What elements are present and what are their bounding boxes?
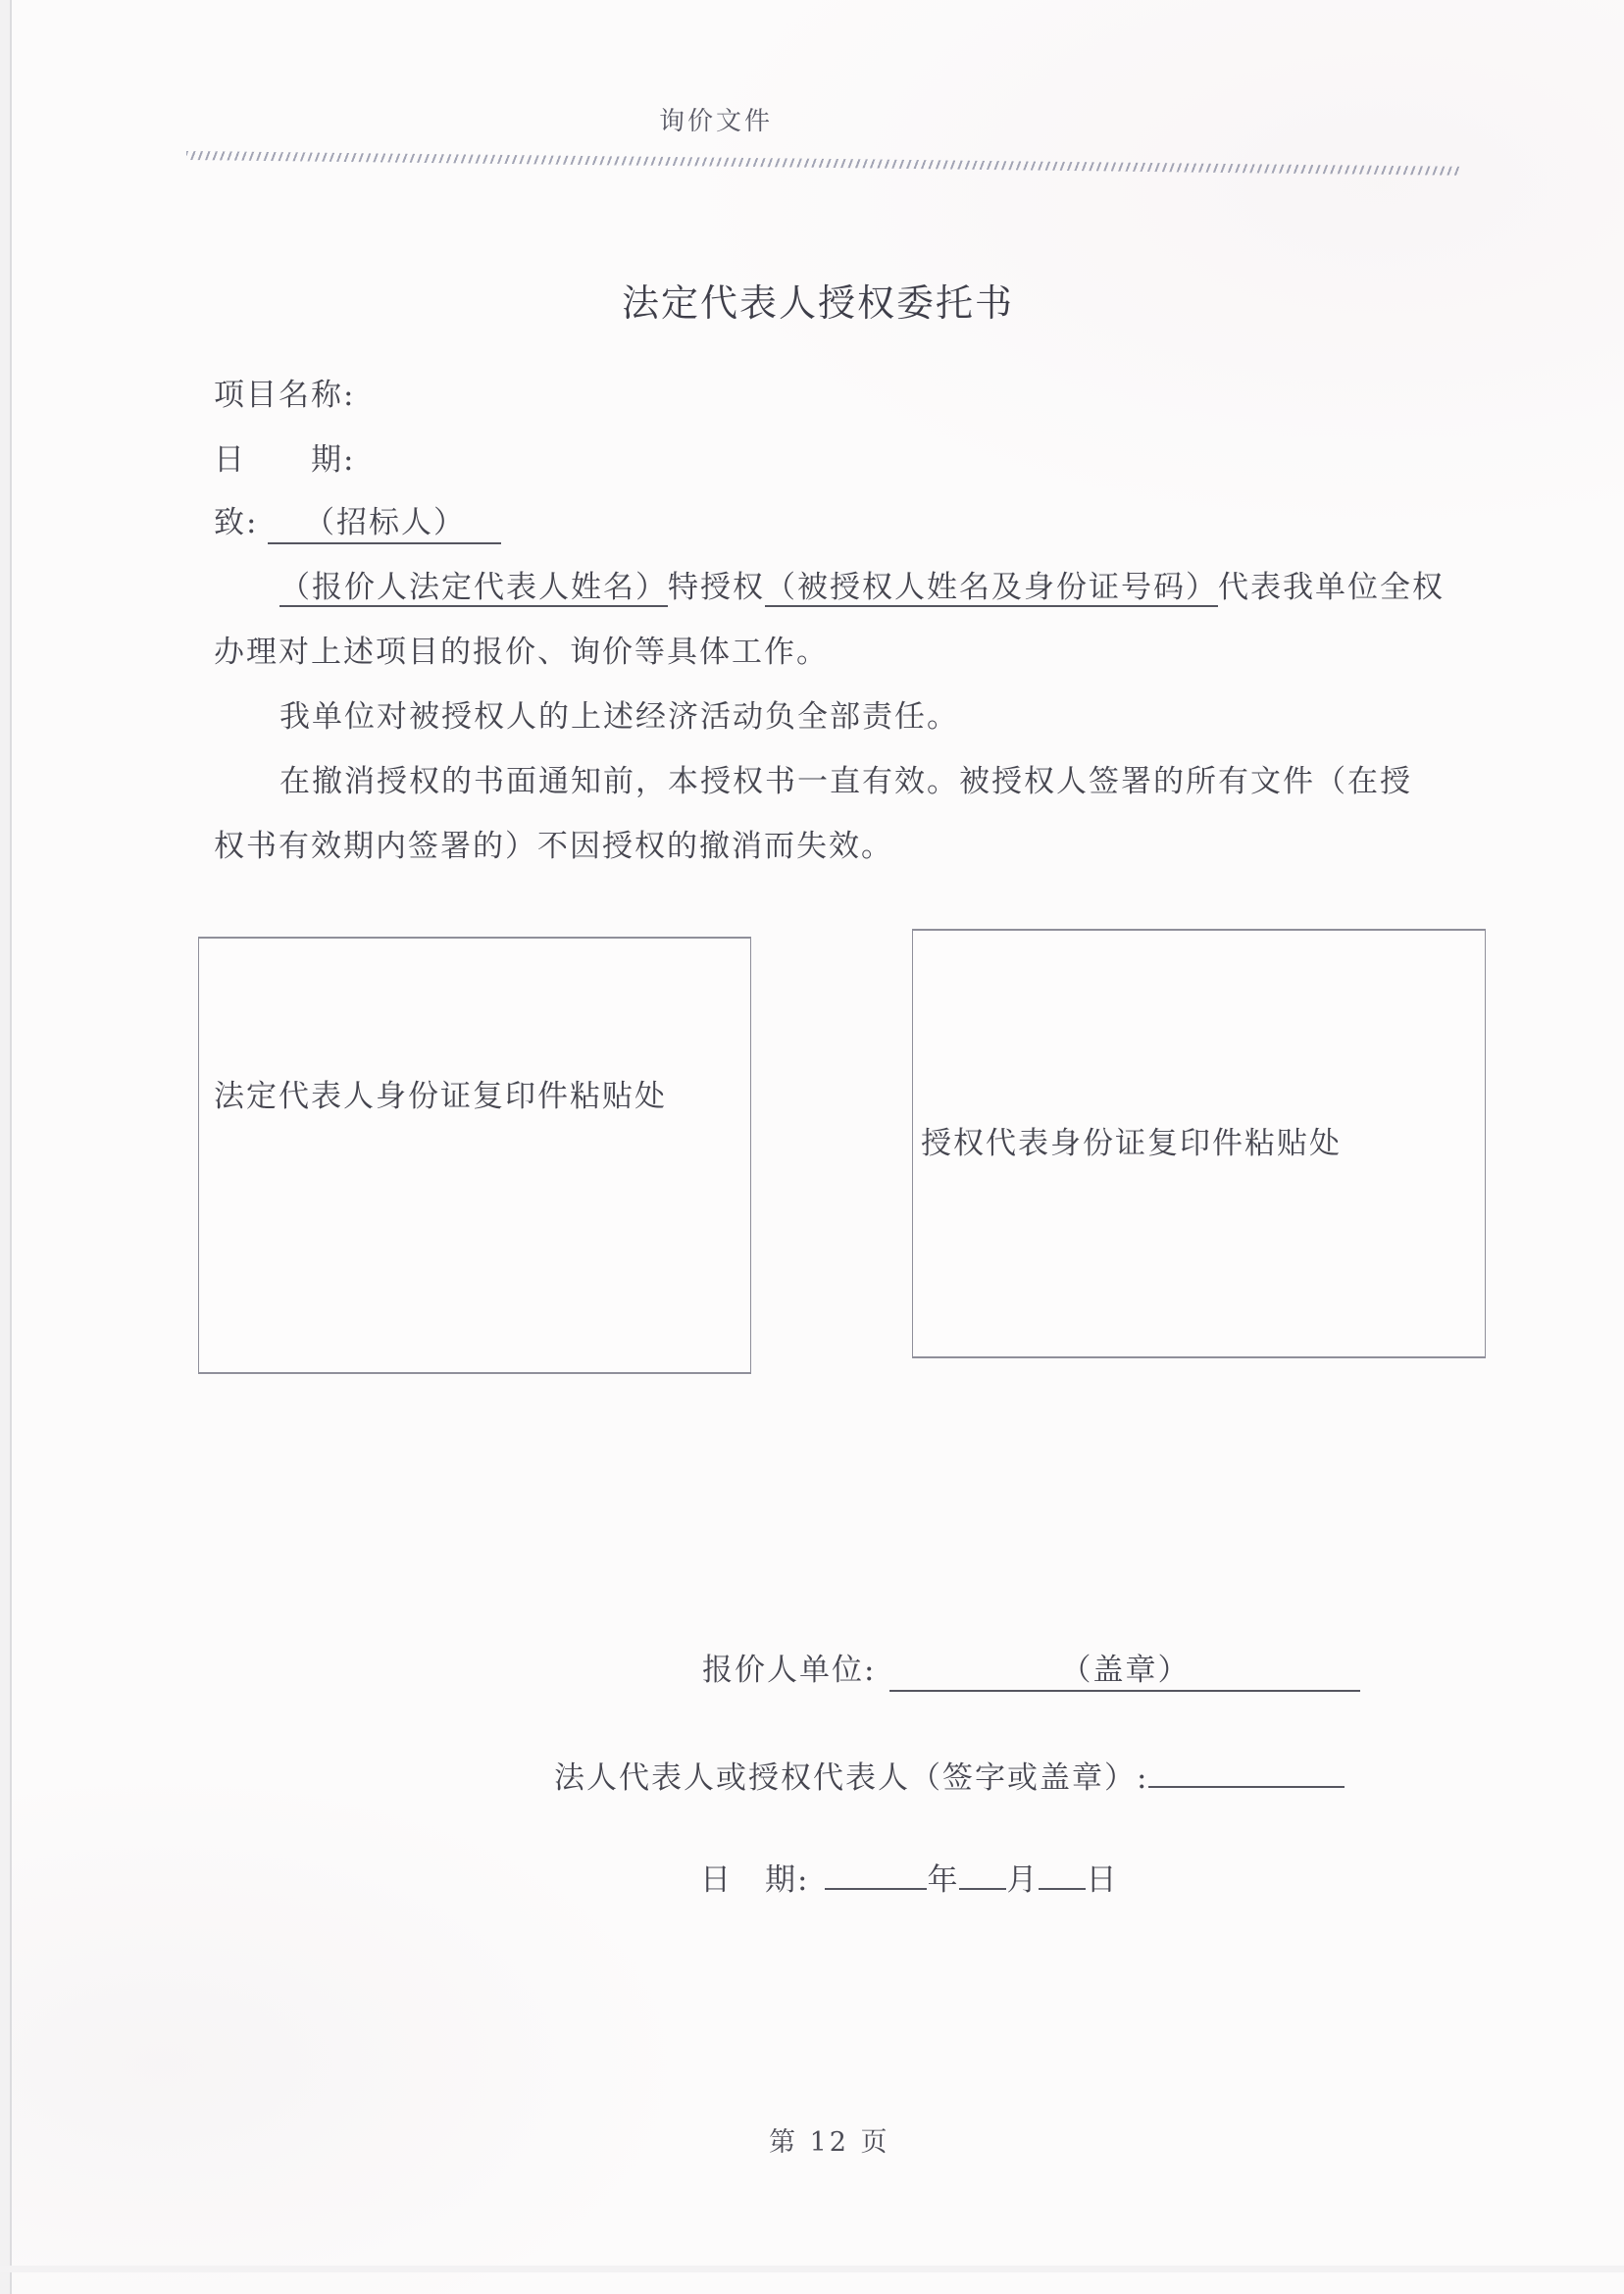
- page-title: 法定代表人授权委托书: [622, 281, 1015, 325]
- authorized-rep-id-paste-box: [912, 929, 1486, 1358]
- tenderer-blank: （招标人）: [268, 504, 501, 544]
- to-label: 致:: [214, 505, 259, 540]
- authorization-paragraph-line2: 办理对上述项目的报价、询价等具体工作。: [214, 635, 829, 670]
- legal-rep-id-paste-label: 法定代表人身份证复印件粘贴处: [214, 1079, 667, 1114]
- scan-bottom-artifact: [0, 2266, 1624, 2272]
- month-blank: [959, 1888, 1006, 1890]
- day-label: 日: [1086, 1862, 1119, 1898]
- year-label: 年: [927, 1862, 960, 1898]
- representative-sign-blank: [1148, 1786, 1345, 1788]
- project-name-label: 项目名称:: [214, 378, 356, 413]
- year-blank: [825, 1888, 927, 1890]
- legal-rep-name-blank: （报价人法定代表人姓名）: [279, 570, 668, 605]
- month-label: 月: [1006, 1862, 1040, 1898]
- scan-edge-strip: [0, 0, 10, 2294]
- company-seal-blank: （盖章）: [889, 1652, 1360, 1692]
- authorized-rep-id-paste-label: 授权代表身份证复印件粘贴处: [921, 1126, 1342, 1161]
- validity-paragraph-line1: 在撤消授权的书面通知前，本授权书一直有效。被授权人签署的所有文件（在授: [279, 764, 1412, 799]
- representative-label: 法人代表人或授权代表人（签字或盖章）:: [554, 1760, 1149, 1796]
- decorative-hatch-rule: [186, 151, 1461, 176]
- to-line: [214, 504, 501, 544]
- agent-name-id-blank: （被授权人姓名及身份证号码）: [765, 570, 1218, 605]
- scan-edge-line: [10, 0, 12, 2294]
- authorization-paragraph-line1: [279, 569, 1445, 607]
- legal-rep-id-paste-box: [198, 937, 751, 1374]
- quoter-signature-line: [702, 1652, 1360, 1692]
- authorization-tail-text: 代表我单位全权: [1218, 570, 1445, 605]
- responsibility-paragraph: 我单位对被授权人的上述经济活动负全部责任。: [279, 699, 959, 735]
- grants-text: 特授权: [668, 570, 765, 605]
- validity-paragraph-line2: 权书有效期内签署的）不因授权的撤消而失效。: [214, 829, 893, 864]
- quoter-label: 报价人单位:: [702, 1653, 877, 1688]
- signature-date-label: 日 期:: [700, 1862, 810, 1898]
- day-blank: [1039, 1888, 1086, 1890]
- document-type-header: 询价文件: [659, 107, 774, 136]
- signature-date-line: [700, 1861, 1118, 1900]
- date-label: 日 期:: [214, 442, 356, 478]
- page-number: 第 12 页: [769, 2127, 890, 2158]
- representative-signature-line: [554, 1759, 1345, 1798]
